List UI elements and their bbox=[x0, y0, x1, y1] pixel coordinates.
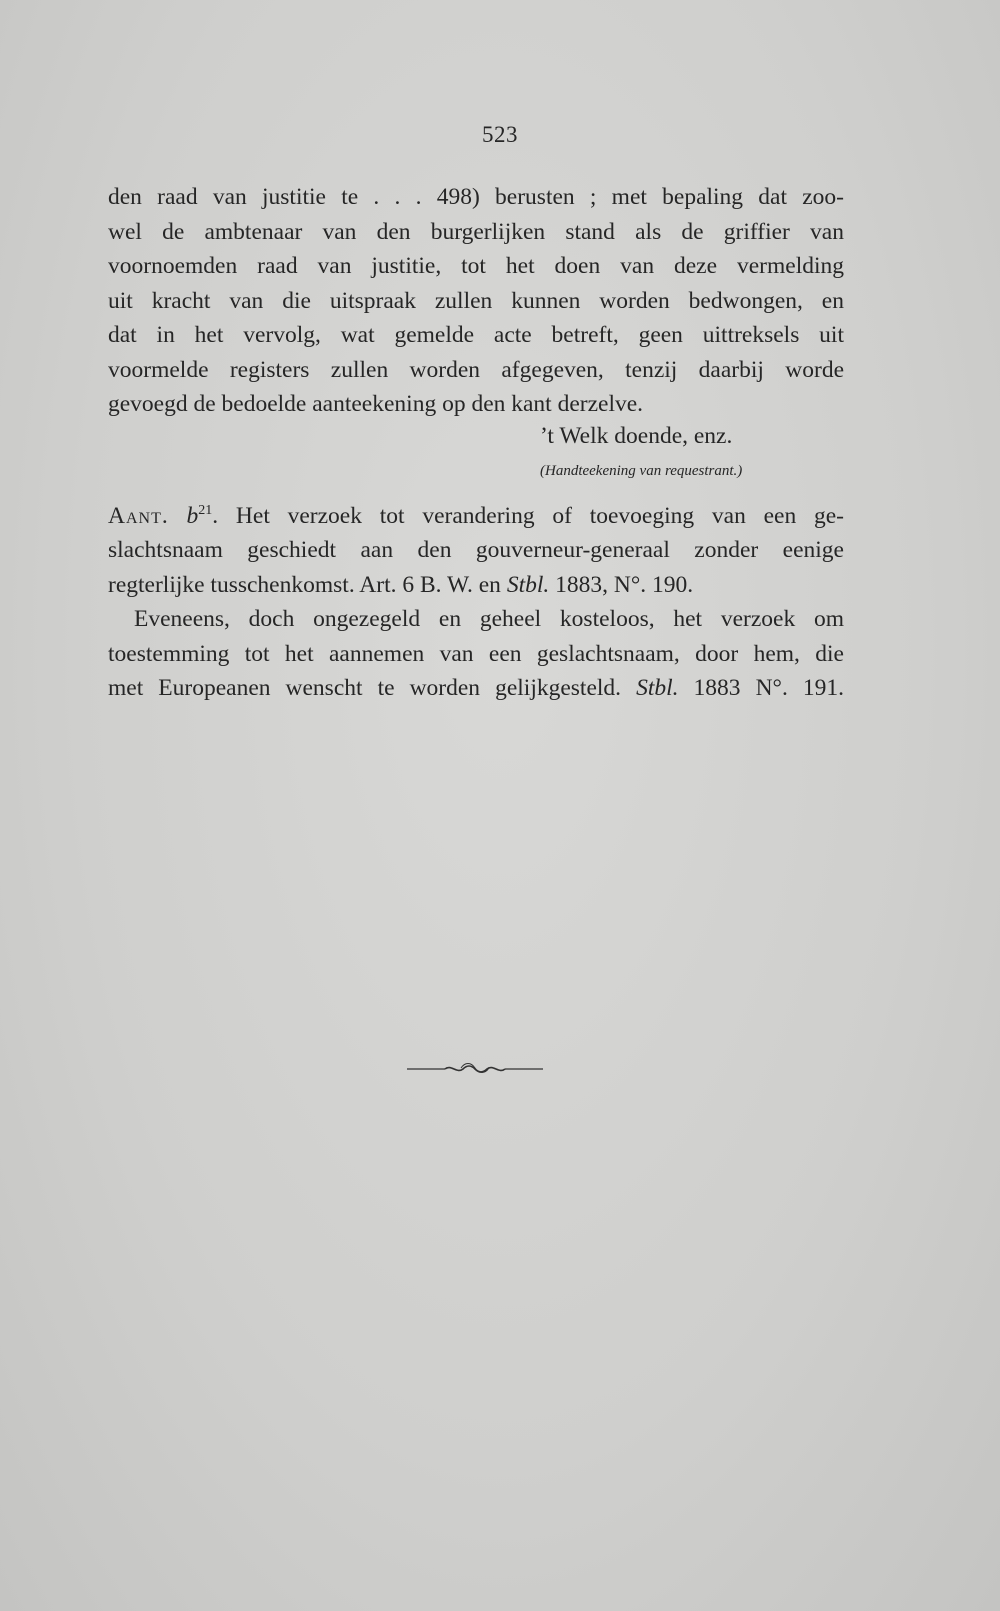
stbl-abbrev: Stbl. bbox=[506, 571, 550, 598]
signature-note: (Handteekening van requestrant.) bbox=[540, 463, 743, 479]
note-line: slachtsnaam geschiedt aan den gouverneur-generaal zonder eenige bbox=[108, 537, 844, 564]
note-line bbox=[108, 671, 844, 706]
text-line: uit kracht van die uitspraak zullen kunnen worden bedwongen, en bbox=[108, 287, 844, 314]
flourish-icon bbox=[405, 1058, 545, 1078]
note-text: met Europeanen wenscht te worden gelijkgesteld. bbox=[108, 675, 637, 702]
note-line bbox=[108, 494, 844, 533]
closing-formula: ’t Welk doende, enz. bbox=[540, 423, 733, 449]
page-number: 523 bbox=[482, 122, 518, 147]
text-line: gevoegd de bedoelde aanteekening op den kant derzelve. bbox=[108, 391, 644, 417]
text-line: voornoemden raad van justitie, tot het doen van deze vermelding bbox=[108, 253, 844, 279]
main-paragraph bbox=[108, 180, 844, 422]
note-line bbox=[108, 568, 844, 603]
stbl-abbrev: Stbl. bbox=[636, 675, 679, 702]
note-text: . Het verzoek tot verandering of toevoeging van een ge- bbox=[212, 502, 844, 529]
annotation-paragraph bbox=[108, 494, 844, 706]
text-line: den raad van justitie te . . . 498) berusten ; met bepaling dat zoo- bbox=[108, 184, 844, 210]
note-ref-sup: 21 bbox=[198, 503, 213, 518]
note-text: 1883, N°. 190. bbox=[549, 571, 694, 598]
note-line: toestemming tot het aannemen van een geslachtsnaam, door hem, die bbox=[108, 640, 844, 667]
note-text: regterlijke tusschenkomst. Art. 6 B. W. en bbox=[108, 571, 507, 598]
text-line: wel de ambtenaar van den burgerlijken stand als de griffier van bbox=[108, 218, 844, 245]
note-ref: b bbox=[186, 502, 199, 529]
note-text: 1883 N°. 191. bbox=[678, 675, 844, 702]
note-lead: Aant. bbox=[108, 502, 169, 529]
text-line: voormelde registers zullen worden afgegeven, tenzij daarbij worde bbox=[108, 356, 844, 383]
text-line: dat in het vervolg, wat gemelde acte betreft, geen uittreksels uit bbox=[108, 322, 844, 348]
note-line: Eveneens, doch ongezegeld en geheel kosteloos, het verzoek om bbox=[134, 606, 844, 633]
